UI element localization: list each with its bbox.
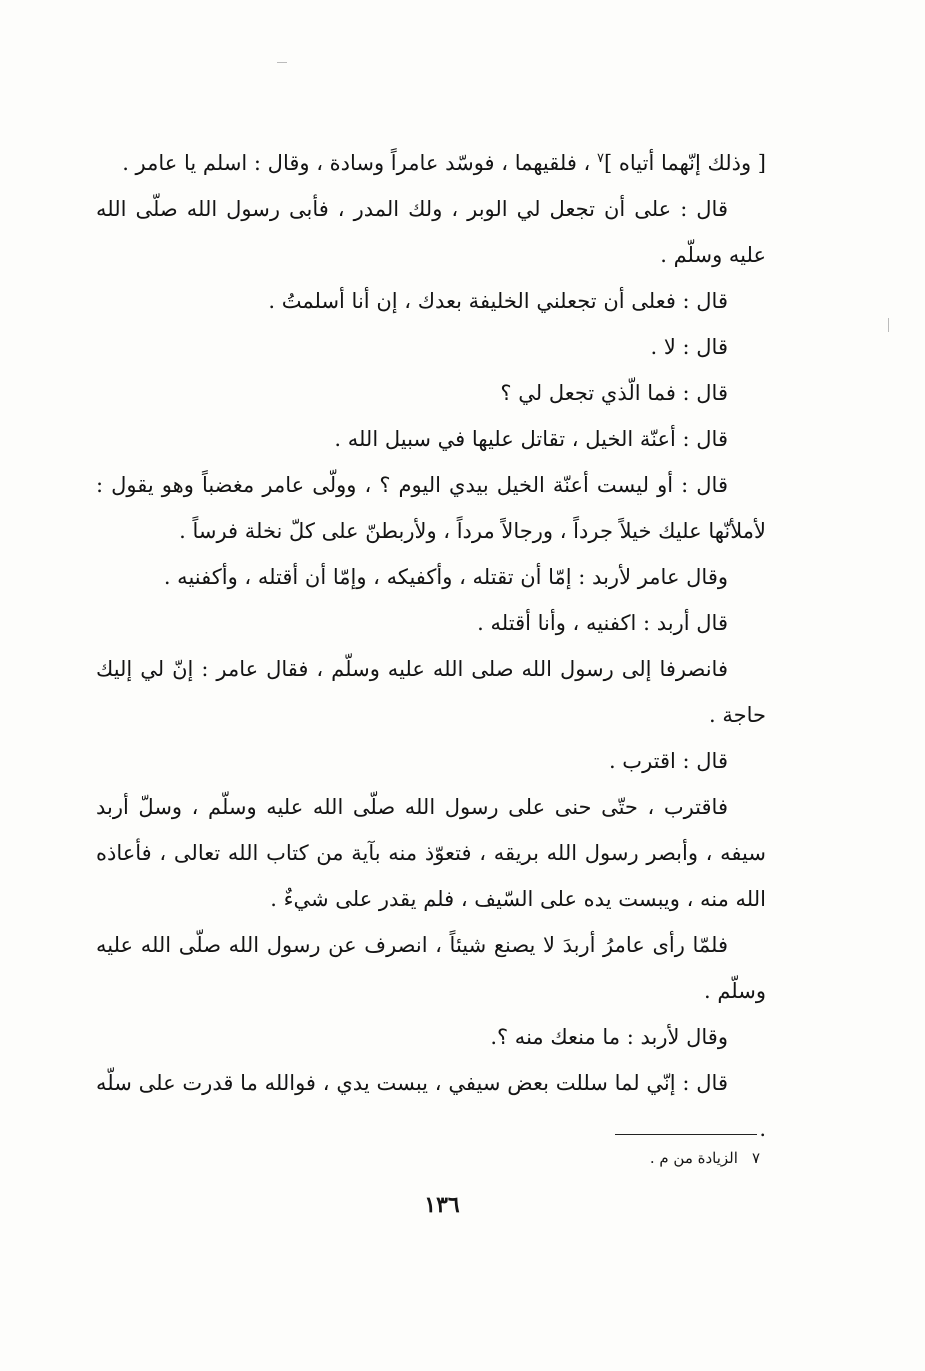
paragraph: وقال لأربد : ما منعك منه ؟. [490, 1025, 728, 1049]
paragraph: قال : أعنّة الخيل ، تقاتل عليها في سبيل الله . [334, 427, 728, 451]
paragraph: وقال عامر لأربد : إمّا أن تقتله ، وأكفيكه ، وإمّا أن أقتله ، وأكفنيه . [163, 565, 728, 589]
paragraph: قال : أو ليست أعنّة الخيل بيدي اليوم ؟ ، وولّى عامر مغضباً وهو يقول : لأملأنّها عليك خيلاً جرداً ، ورجالاً مرداً ، ولأربطنّ على كلّ نخلة فرساً . [96, 473, 766, 543]
paragraph: قال : اقترب . [608, 749, 728, 773]
stray-mark [888, 318, 889, 332]
footnote-number: ٧ [751, 1149, 760, 1167]
paragraph: قال : فعلى أن تجعلني الخليفة بعدك ، إن أنا أسلمتُ . [268, 289, 728, 313]
paragraph: فاقترب ، حتّى حنى على رسول الله صلّى الله عليه وسلّم ، وسلّ أربد سيفه ، وأبصر رسول الله بريقه ، فتعوّذ منه بآية من كتاب الله تعالى ، فأعاذه الله منه ، ويبست يده على السّيف ، فلم يقدر على شيءٌ . [96, 795, 766, 911]
stray-mark [277, 62, 287, 63]
footnote-reference: ٧ [597, 151, 604, 166]
body-text [96, 140, 766, 1152]
paragraph: قال أربد : اكفنيه ، وأنا أقتله . [477, 611, 728, 635]
footnote [650, 1148, 760, 1168]
paragraph: قال : على أن تجعل لي الوبر ، ولك المدر ، فأبى رسول الله صلّى الله عليه وسلّم . [96, 197, 766, 267]
paragraph: فلمّا رأى عامرُ أربدَ لا يصنع شيئاً ، انصرف عن رسول الله صلّى الله عليه وسلّم . [96, 933, 766, 1003]
paragraph: [ وذلك إنّهما أتياه ]$^٧$ ، فلقيهما ، فوسّد عامراً وسادة ، وقال : اسلم يا عامر . [122, 151, 766, 175]
paragraph: قال : فما الّذي تجعل لي ؟ [500, 381, 728, 405]
page-number: ١٣٦ [424, 1192, 460, 1218]
paragraph: قال : إنّي لما سللت بعض سيفي ، يبست يدي ، فوالله ما قدرت على سلّه . [96, 1071, 766, 1141]
paragraph: فانصرفا إلى رسول الله صلى الله عليه وسلّم ، فقال عامر : إنّ لي إليك حاجة . [96, 657, 766, 727]
footnote-text: الزيادة من م . [649, 1149, 738, 1167]
footnote-divider [615, 1134, 757, 1135]
paragraph: قال : لا . [650, 335, 728, 359]
